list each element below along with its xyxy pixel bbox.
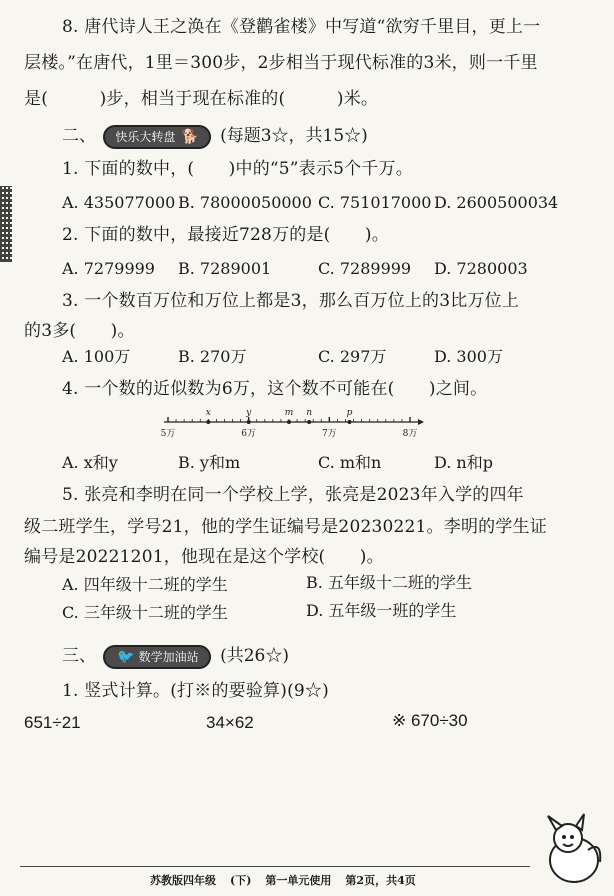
section-2-header [62,124,368,149]
number-line-point-label-n: n [306,408,313,418]
number-line-tick-label: 8万 [402,429,418,439]
calc-item-1: 651÷21 [24,713,81,732]
section-3-number: 三、 [62,646,96,666]
footer-page: 第2页，共4页 [345,874,416,887]
section-3-score: (共26☆) [220,646,289,666]
q5-option-b: B. 五年级十二班的学生 [306,573,472,592]
q2-option-c: C. 7289999 [318,259,412,278]
number-line-arrow-icon [418,419,424,425]
q4-option-c: C. m和n [318,453,382,472]
section-3-badge [103,645,210,669]
number-line [160,408,426,442]
q2-option-d: D. 7280003 [434,259,528,278]
q5-option-a: A. 四年级十二班的学生 [62,575,228,594]
footer [150,872,470,888]
number-line-point-label-p: p [346,408,353,418]
footer-unit: 第一单元使用 [265,874,332,887]
q5-option-d: D. 五年级一班的学生 [306,601,457,620]
number-line-point-label-y: y [246,408,252,418]
section-2-number: 二、 [62,126,96,146]
q1-stem: 1. 下面的数中，( )中的“5”表示5个千万。 [62,159,413,179]
footer-rule [20,866,530,867]
section-2-badge [103,125,210,149]
number-line-tick-label: 7万 [321,429,337,439]
footer-volume: (下) [230,874,252,887]
q8-line-1: 8. 唐代诗人王之涣在《登鹳雀楼》中写道“欲穷千里目，更上一 [62,17,541,37]
calc-item-2: 34×62 [206,713,254,732]
q3-stem-line-2: 的3多( )。 [24,321,135,341]
q8-line-3: 是( )步，相当于现在标准的( )米。 [24,89,379,109]
q3-option-a: A. 100万 [62,347,131,366]
q3-option-d: D. 300万 [434,347,503,366]
section-3-header [62,644,289,669]
q5-stem-line-1: 5. 张亮和李明在同一个学校上学，张亮是2023年入学的四年 [62,485,524,505]
section-2-score: (每题3☆，共15☆) [220,126,368,146]
q2-stem: 2. 下面的数中，最接近728万的是( )。 [62,225,389,245]
q4-option-d: D. n和p [434,453,493,472]
q5-option-c: C. 三年级十二班的学生 [62,603,228,622]
number-line-point-p [348,420,352,424]
number-line-tick-label: 6万 [241,429,257,439]
footer-edition: 苏教版四年级 [150,874,216,887]
cartoon-mascot-icon [538,810,608,890]
q3-option-c: C. 297万 [318,347,387,366]
q4-option-b: B. y和m [178,453,241,472]
q1-option-b: B. 78000050000 [178,193,312,212]
number-line-point-m [287,420,291,424]
q4-option-a: A. x和y [62,453,118,472]
number-line-point-label-x: x [205,408,211,418]
q2-option-a: A. 7279999 [62,259,155,278]
q1-option-d: D. 2600500034 [434,193,559,212]
calc-stem: 1. 竖式计算。(打※的要验算)(9☆) [62,681,329,701]
cartoon-bird-icon: 🐦 [117,648,135,665]
q1-option-c: C. 751017000 [318,193,432,212]
section-2-badge-text: 快乐大转盘 [115,129,176,144]
qr-code-icon [0,186,12,262]
number-line-tick-label: 5万 [160,429,176,439]
cartoon-animal-icon: 🐕 [181,128,199,145]
q1-option-a: A. 435077000 [62,193,176,212]
number-line-point-x [206,420,210,424]
section-3-badge-text: 数学加油站 [138,649,199,664]
q8-line-2: 层楼。”在唐代，1里＝300步，2步相当于现代标准的3米，则一千里 [24,53,538,73]
q3-stem-line-1: 3. 一个数百万位和万位上都是3，那么百万位上的3比万位上 [62,291,520,311]
number-line-point-label-m: m [284,408,294,418]
number-line-point-y [247,420,251,424]
number-line-point-n [307,420,311,424]
q3-option-b: B. 270万 [178,347,247,366]
calc-item-3: ※ 670÷30 [392,711,468,730]
q2-option-b: B. 7289001 [178,259,272,278]
q5-stem-line-3: 编号是20221201，他现在是这个学校( )。 [24,547,384,567]
q4-stem: 4. 一个数的近似数为6万，这个数不可能在( )之间。 [62,379,488,399]
q5-stem-line-2: 级二班学生，学号21，他的学生证编号是20230221。李明的学生证 [24,517,547,537]
